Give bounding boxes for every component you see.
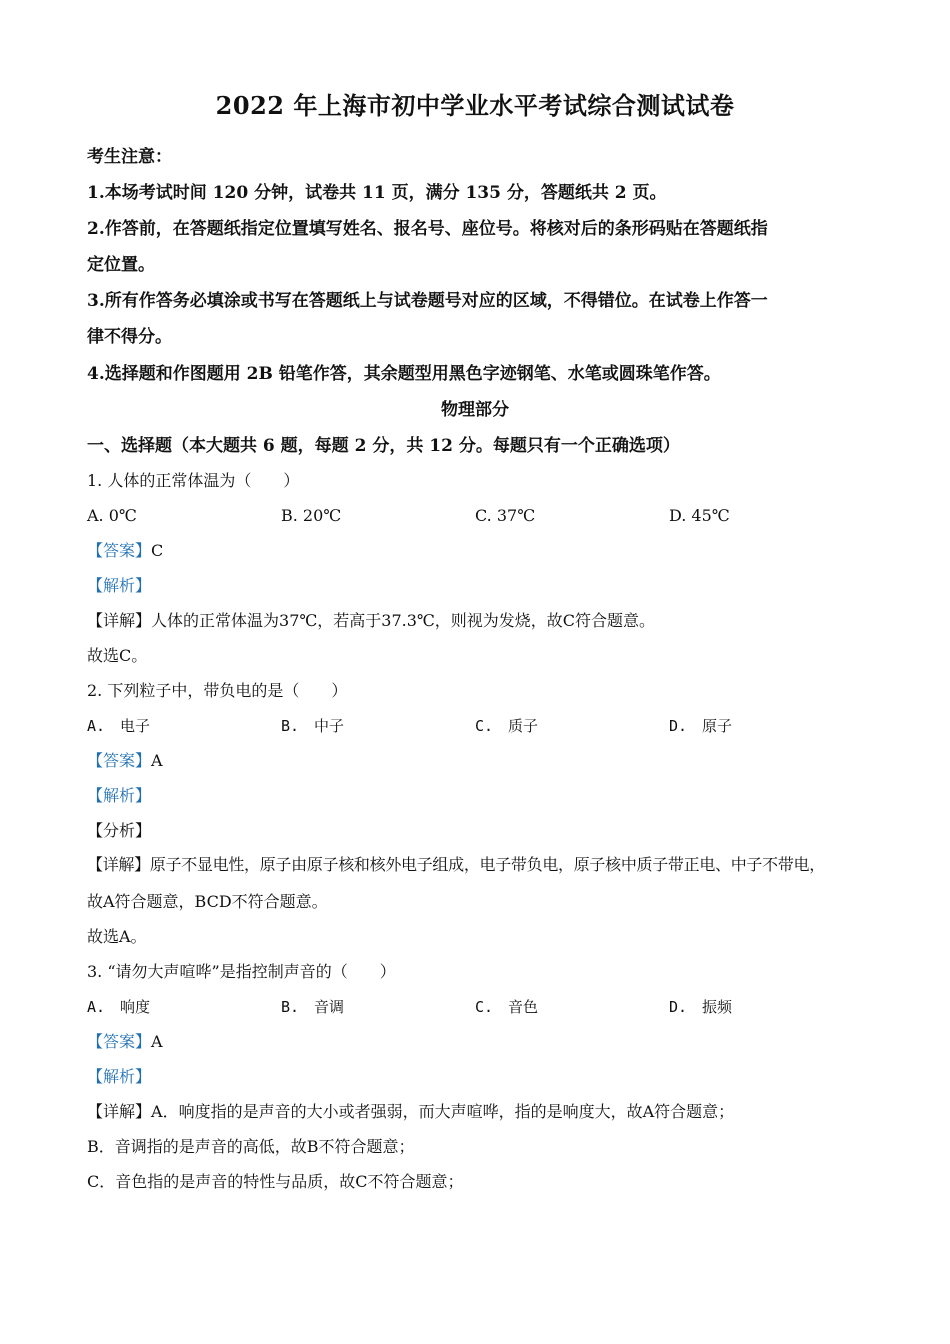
- notice-item-2-line-2: 定位置。: [87, 255, 155, 275]
- q1-option-d: D. 45℃: [669, 506, 730, 525]
- q1-detail: [87, 610, 655, 632]
- notice-item-4: 4.选择题和作图题用 2B 铅笔作答，其余题型用黑色字迹钢笔、水笔或圆珠笔作答。: [87, 364, 721, 384]
- detail-label: 【详解】: [87, 1102, 152, 1121]
- q1-analysis: [87, 575, 151, 597]
- q2-stem: 2. 下列粒子中，带负电的是（ ）: [87, 681, 348, 700]
- notice-item-3-line-2: 律不得分。: [87, 327, 172, 347]
- q2-answer: [87, 750, 163, 772]
- q1-stem: 1. 人体的正常体温为（ ）: [87, 471, 300, 490]
- q2-detail-line-1: [87, 854, 825, 876]
- q2-option-a: A. 电子: [87, 717, 151, 735]
- detail-label: 【详解】: [87, 611, 152, 630]
- detail-label: 【详解】: [87, 855, 150, 874]
- q3-analysis: [87, 1066, 151, 1088]
- notice-item-2-line-1: 2.作答前，在答题纸指定位置填写姓名、报名号、座位号。将核对后的条形码贴在答题纸指: [87, 219, 768, 239]
- notice-item-1: 1.本场考试时间 120 分钟，试卷共 11 页，满分 135 分，答题纸共 2 页。: [87, 183, 667, 203]
- analysis-label: 【解析】: [87, 1067, 152, 1086]
- q3-stem: 3. “请勿大声喧哗”是指控制声音的（ ）: [87, 962, 396, 981]
- section-title: 物理部分: [441, 400, 509, 420]
- q3-option-a: A. 响度: [87, 998, 151, 1016]
- answer-label: 【答案】: [87, 541, 152, 560]
- q2-option-b: B. 中子: [281, 717, 345, 735]
- q3-answer: [87, 1031, 163, 1053]
- q3-option-c: C. 音色: [475, 998, 539, 1016]
- q1-conclusion: 故选C。: [87, 646, 148, 665]
- q2-option-c: C. 质子: [475, 717, 539, 735]
- analysis-label: 【解析】: [87, 576, 152, 595]
- analysis-label: 【解析】: [87, 786, 152, 805]
- q2-answer-value: A: [151, 751, 163, 770]
- part-title: 一、选择题（本大题共 6 题，每题 2 分，共 12 分。每题只有一个正确选项）: [87, 436, 680, 456]
- q2-detail-text: 原子不显电性，原子由原子核和核外电子组成，电子带负电，原子核中质子带正电、中子不带电，: [149, 855, 825, 874]
- q1-option-b: B. 20℃: [281, 506, 342, 525]
- q3-detail-b: B．音调指的是声音的高低，故B不符合题意；: [87, 1137, 415, 1156]
- q2-fenxi: 【分析】: [87, 821, 152, 840]
- q3-answer-value: A: [151, 1032, 163, 1051]
- notice-heading: 考生注意：: [87, 147, 172, 167]
- exam-title: 2022 年上海市初中学业水平考试综合测试试卷: [215, 91, 735, 120]
- q3-detail-a-text: A．响度指的是声音的大小或者强弱，而大声喧哗，指的是响度大，故A符合题意；: [151, 1102, 735, 1121]
- q3-option-b: B. 音调: [281, 998, 345, 1016]
- q1-option-c: C. 37℃: [475, 506, 536, 525]
- q1-answer-value: C: [151, 541, 164, 560]
- q2-analysis: [87, 785, 151, 807]
- q1-option-a: A. 0℃: [87, 506, 137, 525]
- answer-label: 【答案】: [87, 1032, 152, 1051]
- q2-option-d: D. 原子: [669, 717, 733, 735]
- q3-option-d: D. 振频: [669, 998, 733, 1016]
- notice-item-3-line-1: 3.所有作答务必填涂或书写在答题纸上与试卷题号对应的区域，不得错位。在试卷上作答一: [87, 291, 768, 311]
- q3-detail-c: C．音色指的是声音的特性与品质，故C不符合题意；: [87, 1172, 464, 1191]
- q2-conclusion: 故选A。: [87, 927, 147, 946]
- q1-answer: [87, 540, 163, 562]
- q2-detail-line-2: 故A符合题意，BCD不符合题意。: [87, 892, 328, 911]
- answer-label: 【答案】: [87, 751, 152, 770]
- q1-detail-text: 人体的正常体温为37℃，若高于37.3℃，则视为发烧，故C符合题意。: [151, 611, 656, 630]
- q3-detail-a: [87, 1101, 734, 1123]
